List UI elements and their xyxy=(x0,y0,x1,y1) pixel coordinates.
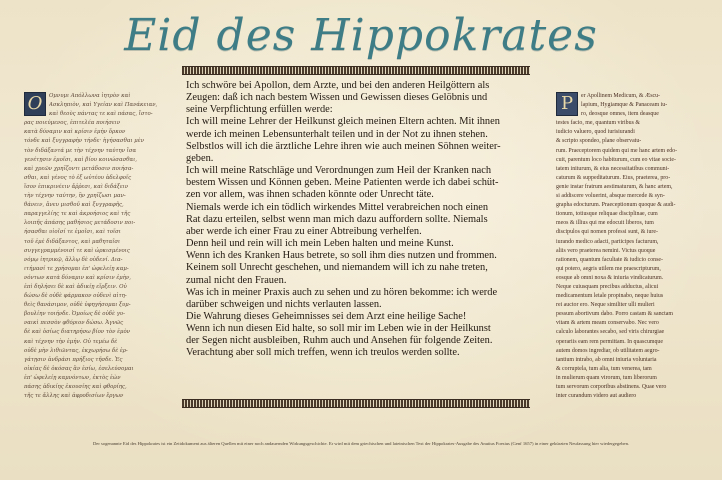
oath-line: Verachtung aber soll mich treffen, wenn ich treulos werden sollte. xyxy=(186,347,460,359)
latin-text-line: caturum & suppeditaturum. Eius, praeterea, pro- xyxy=(556,174,671,181)
greek-text-line: κατὰ δύναμιν καὶ κρίσιν ἐμὴν ὅρκον xyxy=(24,129,126,136)
greek-text-line: συγγεγραμμένοισί τε καὶ ὡρκισμένοις xyxy=(24,247,130,254)
latin-text-line: tantium intrabo, ab omni iniuria voluntaria xyxy=(556,356,657,363)
oath-line: Ich will meine Ratschläge und Verordnungen zum Heil der Kranken nach xyxy=(186,165,492,177)
greek-text-line: Ομνυμι Απόλλωνα ἰητρὸν καὶ xyxy=(49,93,131,99)
oath-line: Niemals werde ich ein tödlich wirkendes Mittel verabreichen noch einen xyxy=(186,201,489,213)
oath-line: Zeugen: daß ich nach bestem Wissen und Gewissen dieses Gelöbnis und xyxy=(186,92,488,104)
latin-text-line: er Apollinem Medicum, & Æscu- xyxy=(581,93,661,99)
greek-text-line: παραγγελίης τε καὶ ἀκροήσιος καὶ τῆς xyxy=(24,211,131,218)
greek-text-line: οὐδὲ μὴν λιθιῶντας, ἐκχωρήσω δὲ ἐρ- xyxy=(24,347,128,354)
greek-text-line: λοιπῆς ἁπάσης μαθήσιος μετάδοσιν ποι- xyxy=(24,220,136,227)
greek-text-line: ἐπὶ δηλήσει δὲ καὶ ἀδικίῃ εἴρξειν. Οὐ xyxy=(24,283,127,290)
oath-line: zen vor allem, was ihnen schaden könnte oder Unrecht täte. xyxy=(186,189,434,201)
greek-text-line: τόνδε καὶ ξυγγραφὴν τήνδε· ἡγήσασθαι μὲν xyxy=(24,138,144,145)
latin-text-line: autem domos ingrediar, ob utilitatem aegro- xyxy=(556,347,660,354)
greek-text-line: ήσασθαι υἱοῖσί τε ἐμοῖσι, καὶ τοῖσι xyxy=(24,229,121,236)
greek-text-line: ἐπ' ὠφελείῃ καμνόντων, ἐκτὸς ἐὼν xyxy=(24,374,121,381)
latin-text-line: operariis eam rem permittam. In quascumque xyxy=(556,338,663,345)
latin-text-line: meos & illius qui me edocuit liberos, tum xyxy=(556,220,654,227)
latin-text-line: qui potero, aegris utilem me praescripturum, xyxy=(556,265,661,272)
oath-line: Wenn ich nun diesen Eid halte, so soll mir im Leben wie in der Heilkunst xyxy=(186,323,491,335)
german-oath-text xyxy=(186,80,530,395)
oath-line: darüber schweigen und nichts verlauten lassen. xyxy=(186,298,382,310)
oath-line: Die Wahrung dieses Geheimnisses sei dem Arzt eine heilige Sache! xyxy=(186,310,467,322)
greek-text-line: τὴν τέχνην ταύτην, ἢν χρηΐζωσι μαν- xyxy=(24,193,126,200)
greek-text-line: ιτήμασί τε χρήσομαι ἐπ' ὠφελείῃ καμ- xyxy=(24,265,129,272)
greek-text-line: νόμῳ ἰητρικῷ, ἄλλῳ δὲ οὐδενί. Δια- xyxy=(24,256,123,263)
greek-illuminated-initial: O xyxy=(24,92,46,116)
latin-text-line: grapha edocturum. Praeceptionum quoque & audi- xyxy=(556,202,676,209)
latin-text-line: inter curandum videro aut audiero xyxy=(556,393,637,400)
greek-text-line: Ασκληπιὸν, καὶ Υγείαν καὶ Πανάκειαν, xyxy=(49,102,158,109)
latin-text-line: cuit, parentum loco habiturum, cum eo vitae socie- xyxy=(556,156,676,163)
oath-line: Ich schwöre bei Apollon, dem Arzte, und bei den anderen Heilgöttern als xyxy=(186,80,490,91)
latin-text-line: tatem initurum, & eius necessitatibus communi- xyxy=(556,165,670,172)
latin-text-line: iudicio valuero, quod iurisiurandi xyxy=(556,129,635,136)
greek-text-line: θάνειν, ἄνευ μισθοῦ καὶ ξυγγραφῆς, xyxy=(24,202,124,209)
greek-text-line: δώσω δὲ οὐδὲ φάρμακον οὐδενὶ αἰτη- xyxy=(24,293,127,300)
greek-text-line: γενέτῃσιν ἐμοῖσι, καὶ βίου κοινώσασθαι, xyxy=(24,156,138,163)
greek-text-line: ἴσον ἐπικρινέειν ἄῤῥεσι, καὶ διδάξειν xyxy=(24,183,129,190)
greek-text-line: τῆς τε ἄλλης καὶ ἀφροδισίων ἔργων xyxy=(24,393,124,400)
greek-text-line: καὶ τέχνην τὴν ἐμήν. Οὐ τεμέω δὲ xyxy=(24,338,118,345)
latin-text-line: Neque cuiusquam precibus adductus, alicui xyxy=(556,283,659,290)
latin-text-line: & corruptela, tum alia, tum venerea, tam xyxy=(556,365,652,372)
latin-text-line: rationem, quantum facultate & iudicio conse- xyxy=(556,256,663,263)
latin-text-line: rei auctor ero. Neque similiter ulli mulieri xyxy=(556,302,655,309)
oath-line: Selbstlos will ich die ärztliche Lehre ihren wie auch meinen Söhnen weiter- xyxy=(186,140,501,152)
latin-text-line: iurando medico adacti, participes facturum, xyxy=(556,238,659,245)
oath-line: geben. xyxy=(186,152,214,164)
latin-text-line: eosque ab omni noxa & iniuria vindicaturum. xyxy=(556,274,664,281)
ornamental-border-top xyxy=(182,66,530,75)
greek-text-line: τὸν διδάξαντά με τὴν τέχνην ταύτην ἴσα xyxy=(24,147,137,154)
greek-text-line: βουλίην τοιήνδε. Ὁμοίως δὲ οὐδὲ γυ- xyxy=(24,311,125,318)
footnote: Der sogenannte Eid des Hippokrates ist ein Zeitdokument aus älteren Quellen mit einer noch andauernden Wirkungsgeschichte. Er wird mit dem griechischen und lateinischen Text der Hippokrates-Ausgabe des Anutius Foesius (Genf 1657) in einer gekürzten Neufassung hier wiedergegeben. xyxy=(92,441,630,446)
ornamental-border-bottom xyxy=(182,399,530,408)
oath-line: seine Verpflichtung erfüllen werde: xyxy=(186,104,333,116)
page-title: Eid des Hippokrates xyxy=(124,10,598,61)
latin-text-line: discipulos qui nomen professi sunt, & iure- xyxy=(556,229,658,236)
greek-text-line: ρας ποιεύμενος, ἐπιτελέα ποιήσειν xyxy=(24,120,121,127)
oath-line: Keinem soll Unrecht geschehen, und niemandem will ich zu nahe treten, xyxy=(186,262,488,274)
latin-text-line: & scripto spondeo, plane observatu- xyxy=(556,138,642,145)
oath-line: bestem Wissen und Können geben. Meine Patienten werde ich dabei schüt- xyxy=(186,177,499,189)
greek-text-line: οἰκίας δὲ ὁκόσας ἂν ἐσίω, ἐσελεύσομαι xyxy=(24,365,134,372)
latin-text-line: lapium, Hygiamque & Panaceam iu- xyxy=(581,102,668,109)
greek-text-line: γάτῃσιν ἀνδράσι πρήξιος τῆσδε. Ἐς xyxy=(24,356,123,363)
greek-text-line: δὲ καὶ ὁσίως διατηρήσω βίον τὸν ἐμὸν xyxy=(24,329,131,336)
latin-text-line: rum. Praeceptorem quidem qui me hanc artem edo- xyxy=(556,147,678,154)
oath-line: Denn heil und rein will ich mein Leben halten und meine Kunst. xyxy=(186,238,454,250)
greek-text-line: πάσης ἀδικίης ἑκουσίης καὶ φθορίης, xyxy=(24,384,127,390)
latin-text-line: testes facio, me, quantum viribus & xyxy=(556,120,640,127)
latin-text-line: genie instar fratrum aestimaturum, & hanc artem, xyxy=(556,183,673,190)
latin-text-line: medicamentum letale propinabo, neque huius xyxy=(556,293,664,300)
latin-text-line: pessum abortivum dabo. Porro castam & sanctam xyxy=(556,311,673,318)
latin-text-line: aliis vero praeterea nemini. Victus quoque xyxy=(556,247,656,254)
greek-text-column xyxy=(24,92,164,422)
greek-text-line: καὶ θεοὺς πάντας τε καὶ πάσας, ἵστο- xyxy=(49,111,153,118)
oath-line: Wenn ich des Kranken Haus betrete, so soll ihm dies nutzen und frommen. xyxy=(186,250,497,262)
greek-text-line: σθαι, καὶ γένος τὸ ἐξ ωὐτέου ἀδελφοῖς xyxy=(24,174,132,181)
oath-line: der Segen nicht ausbleiben, Ruhm auch und Ansehen für folgende Zeiten. xyxy=(186,335,493,347)
greek-text-line: νόντων κατὰ δύναμιν καὶ κρίσιν ἐμὴν, xyxy=(24,274,131,281)
greek-text-line: θεὶς θανάσιμον, οὐδὲ ὑφηγήσομαι ξυμ- xyxy=(24,302,131,309)
greek-text-line: τοῦ ἐμὲ διδάξαντος, καὶ μαθηταῖσι xyxy=(24,238,121,245)
latin-text-line: tionum, totiusque reliquae disciplinae, cum xyxy=(556,211,658,218)
oath-line: zumal nicht den Frauen. xyxy=(186,274,287,286)
oath-line: Was ich in meiner Praxis auch zu sehen und zu hören bekomme: ich werde xyxy=(186,286,498,298)
greek-text-line: καὶ χρεῶν χρηΐζοντι μετάδοσιν ποιήσα- xyxy=(24,165,134,172)
latin-illuminated-initial: P xyxy=(556,92,578,116)
oath-line: aber werde ich einer Frau zu einer Abtreibung verhelfen. xyxy=(186,225,422,237)
latin-text-line: vitam & artem meam conservabo. Nec vero xyxy=(556,320,659,327)
oath-line: Rat dazu erteilen, selbst wenn man mich dazu auffordern sollte. Niemals xyxy=(186,213,488,225)
oath-line: werde ich meinen Lebensunterhalt teilen und in der Not zu ihnen stehen. xyxy=(186,128,488,140)
latin-text-line: in mulierum quam virorum, tum liberorum xyxy=(556,374,657,381)
latin-text-line: si addiscere voluerint, absque mercede & syn- xyxy=(556,193,665,200)
latin-text-line: tum servorum corporibus abstinens. Quae vero xyxy=(556,384,667,390)
oath-line: Ich will meine Lehrer der Heilkunst gleich meinen Eltern achten. Mit ihnen xyxy=(186,116,500,128)
latin-text-line: ro, deosque omnes, item deasque xyxy=(581,111,659,118)
latin-text-line: calculo laborantes secabo, sed viris chirurgiae xyxy=(556,329,665,336)
greek-text-line: ναικὶ πεσσὸν φθόριον δώσω. Ἁγνῶς xyxy=(24,320,124,327)
latin-text-column xyxy=(556,92,706,422)
